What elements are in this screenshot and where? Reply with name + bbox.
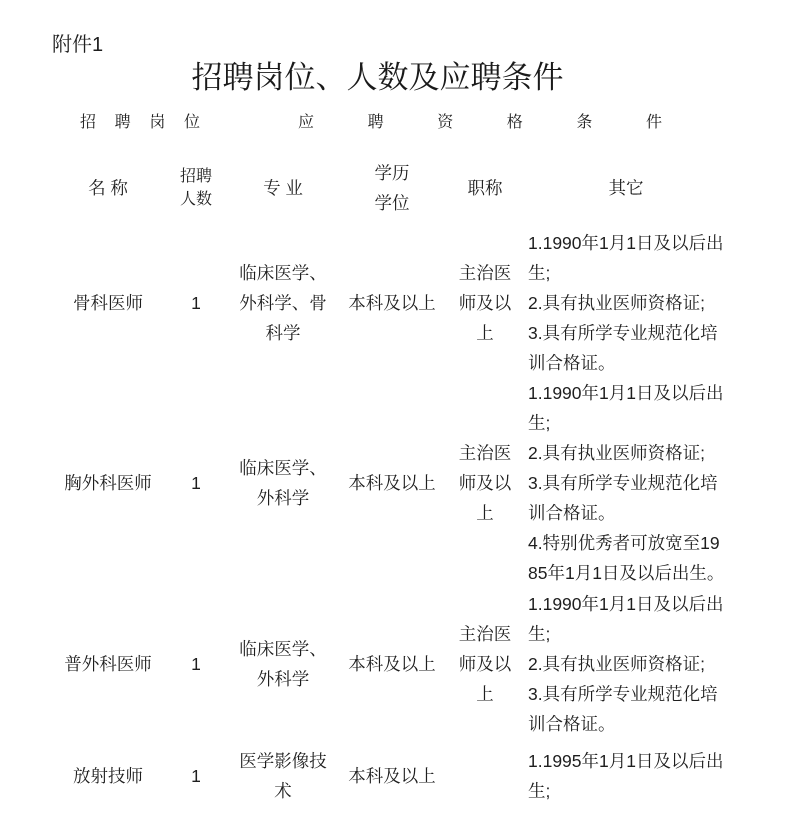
- attachment-label: 附件1: [52, 34, 104, 56]
- other-requirements-cell: [528, 378, 738, 588]
- hire-count: 1: [191, 766, 201, 786]
- table-row: [0, 746, 800, 806]
- other-requirements-cell: [528, 589, 738, 739]
- requirement-line: 85年1月1日及以后出生。: [528, 563, 725, 583]
- header-count-cell: [170, 158, 222, 218]
- position-name: 骨科医师: [73, 293, 143, 313]
- requirement-line: 生;: [528, 624, 551, 644]
- other-requirements-cell: [528, 746, 738, 806]
- header-rank: 职称: [467, 178, 503, 198]
- position-name: 普外科医师: [64, 654, 152, 674]
- major-line: 术: [274, 781, 292, 801]
- table-row: [0, 378, 800, 588]
- degree: 本科及以上: [348, 654, 436, 674]
- position-name-cell: [48, 378, 168, 588]
- major-line: 临床医学、: [239, 263, 327, 283]
- requirement-line: 2.具有执业医师资格证;: [528, 443, 705, 463]
- page-title: 招聘岗位、人数及应聘条件: [191, 60, 564, 95]
- major-line: 外科学: [256, 488, 310, 508]
- major-cell: [230, 228, 336, 378]
- hire-count-cell: [170, 746, 222, 806]
- rank-cell: [450, 228, 520, 378]
- hire-count: 1: [191, 654, 201, 674]
- rank-line: 主治医: [458, 263, 512, 283]
- degree-cell: [340, 228, 444, 378]
- requirement-line: 生;: [528, 263, 551, 283]
- major-line: 外科学、骨: [239, 293, 327, 313]
- major-cell: [230, 378, 336, 588]
- hire-count: 1: [191, 473, 201, 493]
- rank-line: 师及以: [458, 654, 512, 674]
- position-name-cell: [48, 746, 168, 806]
- rank-line: 上: [476, 684, 494, 704]
- requirement-line: 1.1995年1月1日及以后出: [528, 751, 724, 771]
- major-cell: [230, 746, 336, 806]
- requirement-line: 3.具有所学专业规范化培: [528, 323, 718, 343]
- position-name: 放射技师: [73, 766, 143, 786]
- rank-cell: [450, 589, 520, 739]
- header-degree-cell: [340, 158, 444, 218]
- header-name-cell: [48, 158, 168, 218]
- degree: 本科及以上: [348, 293, 436, 313]
- requirement-line: 3.具有所学专业规范化培: [528, 684, 718, 704]
- header-major-cell: [230, 158, 336, 218]
- rank-cell: [450, 746, 520, 806]
- requirement-line: 2.具有执业医师资格证;: [528, 654, 705, 674]
- header-group-position: 招 聘 岗 位: [80, 114, 200, 131]
- header-other: 其它: [608, 178, 644, 198]
- rank-line: 主治医: [458, 624, 512, 644]
- rank-cell: [450, 378, 520, 588]
- degree-cell: [340, 589, 444, 739]
- position-name-cell: [48, 589, 168, 739]
- header-name: 名 称: [88, 178, 128, 198]
- hire-count-cell: [170, 228, 222, 378]
- header-group-requirements: 应 聘 资 格 条 件: [298, 114, 662, 131]
- rank-line: 上: [476, 503, 494, 523]
- hire-count-cell: [170, 589, 222, 739]
- degree-cell: [340, 746, 444, 806]
- major-line: 临床医学、: [239, 639, 327, 659]
- requirement-line: 训合格证。: [528, 714, 616, 734]
- requirement-line: 4.特别优秀者可放宽至19: [528, 533, 720, 553]
- requirement-line: 3.具有所学专业规范化培: [528, 473, 718, 493]
- requirement-line: 训合格证。: [528, 353, 616, 373]
- header-count-line: 招聘: [179, 168, 212, 185]
- header-rank-cell: [450, 158, 520, 218]
- table-row: [0, 589, 800, 739]
- requirement-line: 2.具有执业医师资格证;: [528, 293, 705, 313]
- position-name-cell: [48, 228, 168, 378]
- hire-count-cell: [170, 378, 222, 588]
- major-line: 临床医学、: [239, 458, 327, 478]
- requirement-line: 1.1990年1月1日及以后出: [528, 233, 724, 253]
- degree: 本科及以上: [348, 473, 436, 493]
- header-degree-line: 学历: [374, 163, 410, 183]
- header-major: 专 业: [263, 178, 303, 198]
- requirement-line: 生;: [528, 781, 551, 801]
- major-cell: [230, 589, 336, 739]
- requirement-line: 训合格证。: [528, 503, 616, 523]
- degree-cell: [340, 378, 444, 588]
- position-name: 胸外科医师: [64, 473, 152, 493]
- rank-line: 上: [476, 323, 494, 343]
- header-degree-line: 学位: [374, 193, 410, 213]
- header-count-line: 人数: [179, 191, 212, 208]
- rank-line: 主治医: [458, 443, 512, 463]
- requirement-line: 1.1990年1月1日及以后出: [528, 383, 724, 403]
- other-requirements-cell: [528, 228, 738, 378]
- degree: 本科及以上: [348, 766, 436, 786]
- table-row: [0, 228, 800, 378]
- major-line: 医学影像技: [239, 751, 327, 771]
- table-header-row: [0, 158, 800, 218]
- requirement-line: 生;: [528, 413, 551, 433]
- header-other-cell: [528, 158, 724, 218]
- requirement-line: 1.1990年1月1日及以后出: [528, 594, 724, 614]
- major-line: 科学: [265, 323, 301, 343]
- hire-count: 1: [191, 293, 201, 313]
- rank-line: 师及以: [458, 473, 512, 493]
- major-line: 外科学: [256, 669, 310, 689]
- rank-line: 师及以: [458, 293, 512, 313]
